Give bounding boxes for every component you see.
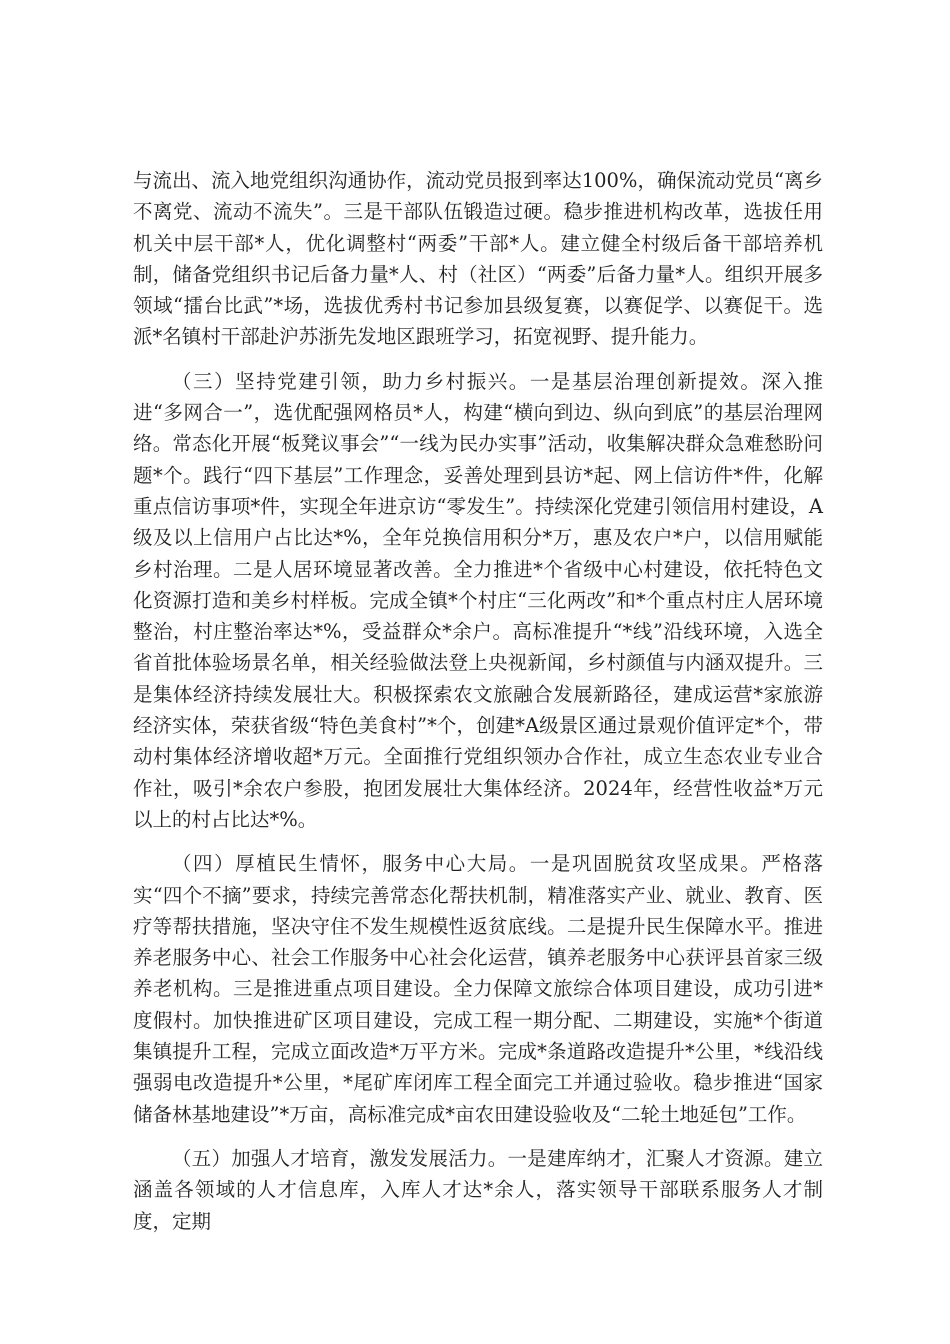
paragraph-section-5: （五）加强人才培育，激发发展活力。一是建库纳才，汇聚人才资源。建立涵盖各领域的人才信息库，入库人才达*余人，落实领导干部联系服务人才制度，定期 xyxy=(133,1146,823,1233)
paragraph-section-3: （三）坚持党建引领，助力乡村振兴。一是基层治理创新提效。深入推进“多网合一”，选优配强网格员*人，构建“横向到边、纵向到底”的基层治理网络。常态化开展“板凳议事会”“一线为民办实事”活动，收集解决群众急难愁盼问题*个。践行“四下基层”工作理念，妥善处理到县访*起、网上信访件*件，化解重点信访事项*件，实现全年进京访“零发生”。持续深化党建引领信用村建设，A级及以上信用户占比达*%，全年兑换信用积分*万，惠及农户*户，以信用赋能乡村治理。二是人居环境显著改善。全力推进*个省级中心村建设，依托特色文化资源打造和美乡村样板。完成全镇*个村庄“三化两改”和*个重点村庄人居环境整治，村庄整治率达*%，受益群众*余户。高标准提升“*线”沿线环境，入选全省首批体验场景名单，相关经验做法登上央视新闻，乡村颜值与内涵双提升。三是集体经济持续发展壮大。积极探索农文旅融合发展新路径，建成运营*家旅游经济实体，荣获省级“特色美食村”*个，创建*A级景区通过景观价值评定*个，带动村集体经济增收超*万元。全面推行党组织领办合作社，成立生态农业专业合作社，吸引*余农户参股，抱团发展壮大集体经济。2024年，经营性收益*万元以上的村占比达*%。 xyxy=(133,369,823,831)
paragraph-continuation: 与流出、流入地党组织沟通协作，流动党员报到率达100%，确保流动党员“离乡不离党、流动不流失”。三是干部队伍锻造过硬。稳步推进机构改革，选拔任用机关中层干部*人，优化调整村“两委”干部*人。建立健全村级后备干部培养机制，储备党组织书记后备力量*人、村（社区）“两委”后备力量*人。组织开展多领域“擂台比武”*场，选拔优秀村书记参加县级复赛，以赛促学、以赛促干。选派*名镇村干部赴沪苏浙先发地区跟班学习，拓宽视野、提升能力。 xyxy=(133,169,823,349)
paragraph-section-4: （四）厚植民生情怀，服务中心大局。一是巩固脱贫攻坚成果。严格落实“四个不摘”要求，持续完善常态化帮扶机制，精准落实产业、就业、教育、医疗等帮扶措施，坚决守住不发生规模性返贫底线。二是提升民生保障水平。推进养老服务中心、社会工作服务中心社会化运营，镇养老服务中心获评县首家三级养老机构。三是推进重点项目建设。全力保障文旅综合体项目建设，成功引进*度假村。加快推进矿区项目建设，完成工程一期分配、二期建设，实施*个街道集镇提升工程，完成立面改造*万平方米。完成*条道路改造提升*公里，*线沿线强弱电改造提升*公里，*尾矿库闭库工程全面完工并通过验收。稳步推进“国家储备林基地建设”*万亩，高标准完成*亩农田建设验收及“二轮土地延包”工作。 xyxy=(133,852,823,1126)
document-body xyxy=(133,165,823,1250)
